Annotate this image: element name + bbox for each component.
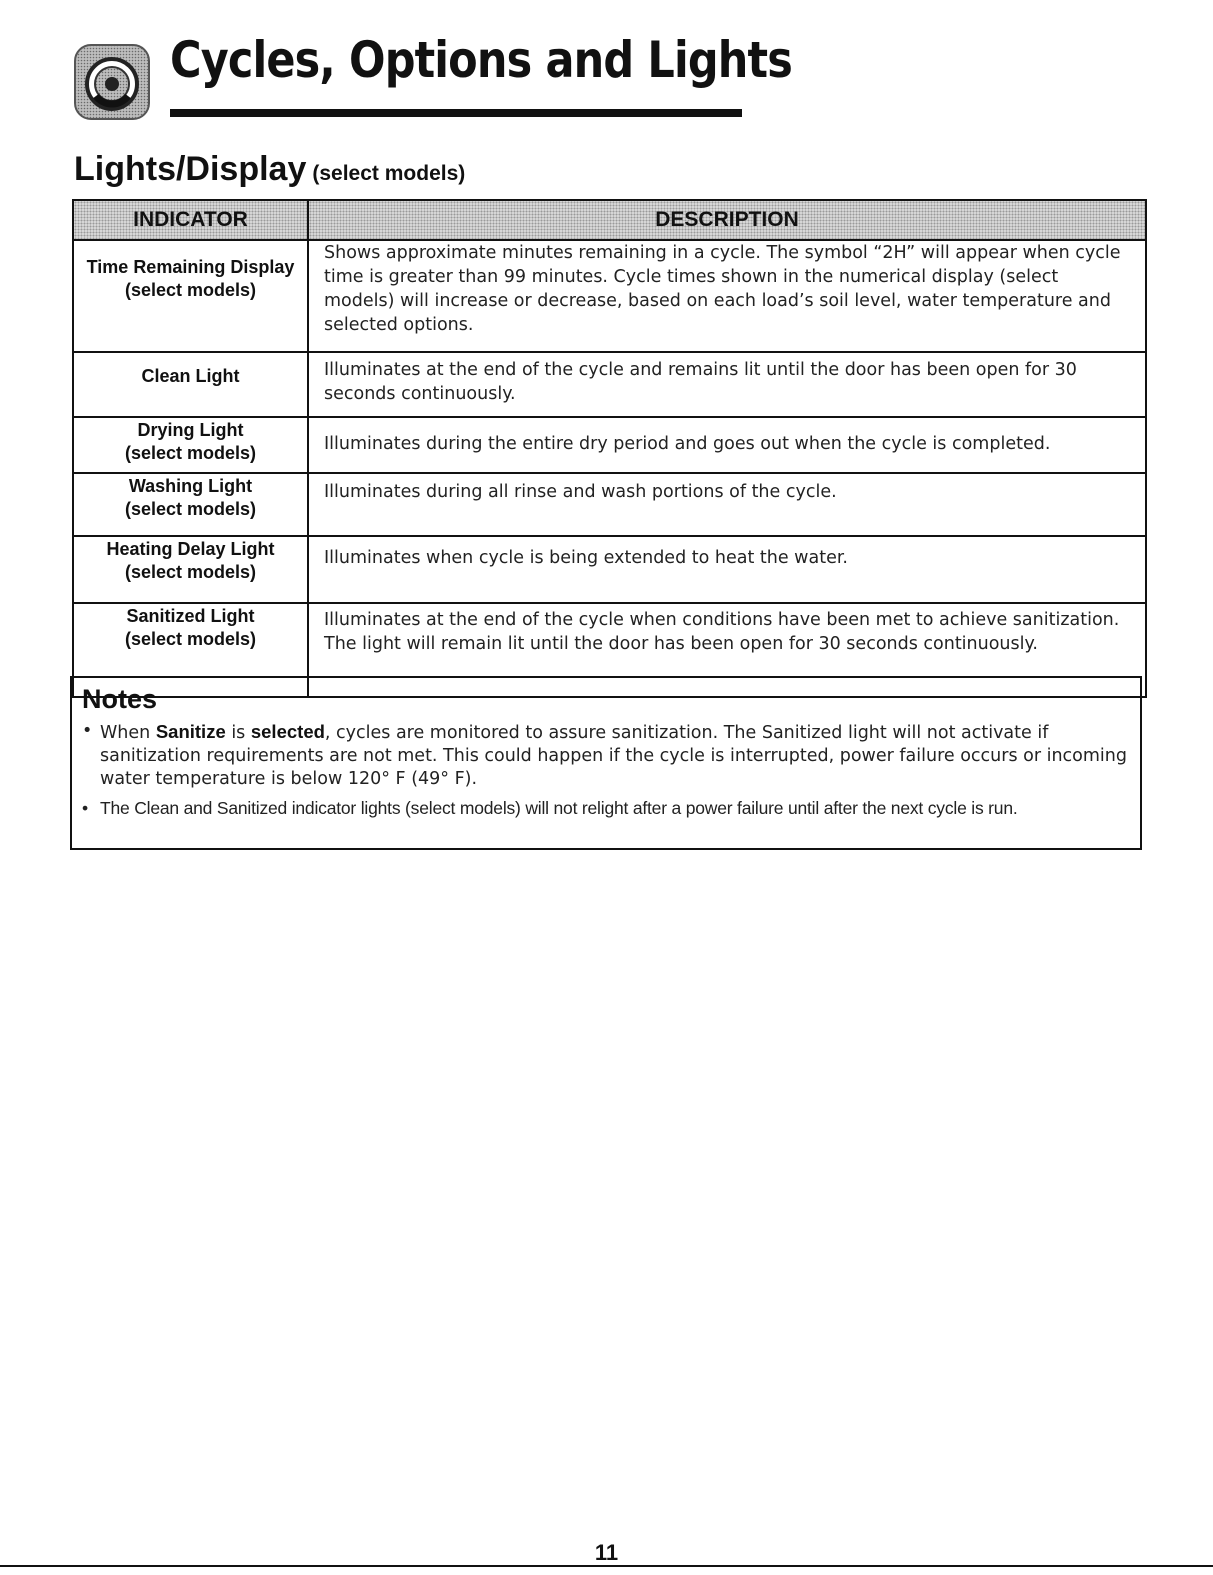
indicator-cell: [73, 240, 308, 352]
note-text-rest: , cycles are monitored to assure sanitization. The Sanitized light will not activate if sanitization requirements are not met. This could happen if the cycle is interrupted, power failure occurs or incoming water temperature is below 120° F (49° F).: [100, 723, 1127, 789]
indicator-cell: [73, 417, 308, 473]
section-heading-text: Lights/Display: [74, 150, 307, 188]
indicator-name: Time Remaining Display: [86, 257, 295, 277]
indicator-table: [72, 199, 1147, 698]
table-row: [73, 536, 1146, 603]
section-heading-qualifier: (select models): [312, 162, 466, 185]
note-emphasis-sanitize: Sanitize: [155, 721, 226, 742]
indicator-qualifier: (select models): [124, 280, 257, 300]
section-heading: [74, 150, 465, 189]
table-row: [73, 417, 1146, 473]
page-title: Cycles, Options and Lights: [170, 31, 792, 89]
column-header-description: DESCRIPTION: [308, 200, 1146, 240]
bullet-icon: •: [82, 798, 88, 818]
column-header-indicator: INDICATOR: [73, 200, 308, 240]
list-item: [80, 797, 1130, 820]
indicator-name: Washing Light: [128, 476, 253, 496]
notes-title: Notes: [82, 684, 158, 714]
table-row: [73, 473, 1146, 536]
description-cell: Illuminates during the entire dry period and goes out when the cycle is completed.: [308, 417, 1146, 473]
description-cell: Shows approximate minutes remaining in a cycle. The symbol “2H” will appear when cycle time is greater than 99 minutes. Cycle times shown in the numerical display (select models) will increase or decrease, based on each load’s soil level, water temperature and selected options.: [308, 240, 1146, 352]
indicator-name: Heating Delay Light: [106, 539, 275, 559]
table-row: [73, 352, 1146, 417]
indicator-cell: [73, 473, 308, 536]
indicator-qualifier: (select models): [124, 499, 257, 519]
description-cell: Illuminates at the end of the cycle when conditions have been met to achieve sanitization. The light will remain lit until the door has been open for 30 seconds continuously.: [308, 603, 1146, 697]
description-cell: Illuminates during all rinse and wash portions of the cycle.: [308, 473, 1146, 536]
table-header-row: [73, 200, 1146, 240]
table-row: [73, 240, 1146, 352]
indicator-name: Clean Light: [141, 366, 240, 386]
description-cell: Illuminates when cycle is being extended to heat the water.: [308, 536, 1146, 603]
dishwasher-cycle-icon: [74, 44, 150, 120]
bullet-icon: •: [82, 721, 93, 741]
indicator-qualifier: (select models): [124, 562, 257, 582]
indicator-qualifier: (select models): [124, 443, 257, 463]
note-text-lead: When: [100, 723, 156, 743]
note-text-mid: is: [225, 723, 251, 743]
notes-box: [70, 676, 1142, 850]
indicator-cell: [73, 352, 308, 417]
page-number: 11: [594, 1540, 619, 1565]
note-emphasis-selected: selected: [250, 721, 325, 742]
indicator-name: Sanitized Light: [126, 606, 255, 626]
indicator-qualifier: (select models): [124, 629, 257, 649]
notes-list: [80, 720, 1130, 826]
list-item: [80, 720, 1130, 791]
indicator-cell: [73, 536, 308, 603]
note-text: The Clean and Sanitized indicator lights (select models) will not relight after a power failure until after the next cycle is run.: [100, 798, 1018, 818]
title-underline: [170, 109, 742, 117]
indicator-name: Drying Light: [137, 420, 244, 440]
footer-rule: [0, 1565, 1213, 1567]
description-cell: Illuminates at the end of the cycle and remains lit until the door has been open for 30 seconds continuously.: [308, 352, 1146, 417]
